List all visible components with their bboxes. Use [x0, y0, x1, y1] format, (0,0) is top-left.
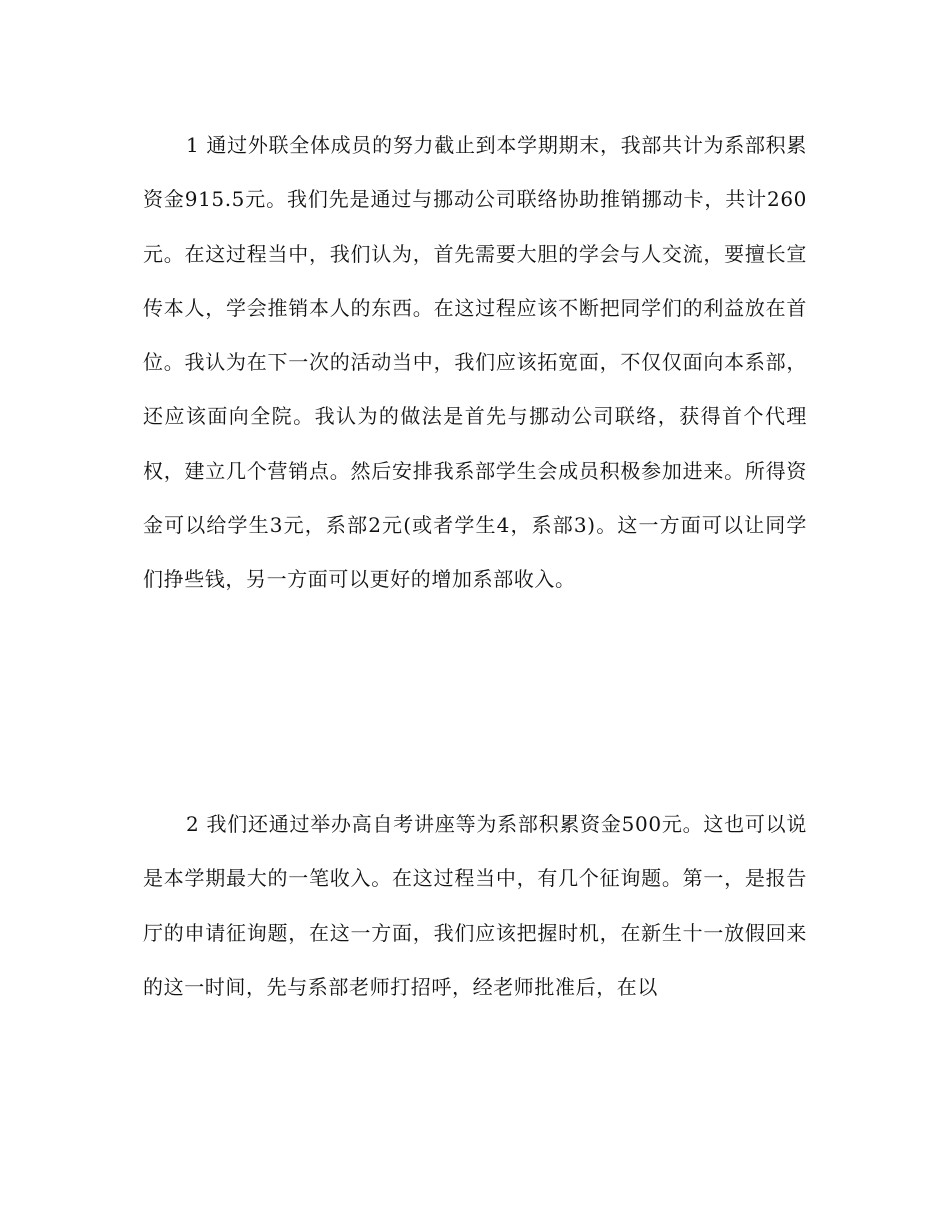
- paragraph-1: 1 通过外联全体成员的努力截止到本学期期末，我部共计为系部积累资金915.5元。我们先是通过与挪动公司联络协助推销挪动卡，共计260元。在这过程当中，我们认为，首先需要大胆的学会与人交流，要擅长宣传本人，学会推销本人的东西。在这过程应该不断把同学们的利益放在首位。我认为在下一次的活动当中，我们应该拓宽面，不仅仅面向本系部，还应该面向全院。我认为的做法是首先与挪动公司联络，获得首个代理权，建立几个营销点。然后安排我系部学生会成员积极参加进来。所得资金可以给学生3元，系部2元(或者学生4，系部3)。这一方面可以让同学们挣些钱，另一方面可以更好的增加系部收入。: [143, 133, 807, 592]
- paragraph-2: 2 我们还通过举办高自考讲座等为系部积累资金500元。这也可以说是本学期最大的一笔收入。在这过程当中，有几个征询题。第一，是报告厅的申请征询题，在这一方面，我们应该把握时机，在新生十一放假回来的这一时间，先与系部老师打招呼，经老师批准后，在以: [143, 812, 807, 999]
